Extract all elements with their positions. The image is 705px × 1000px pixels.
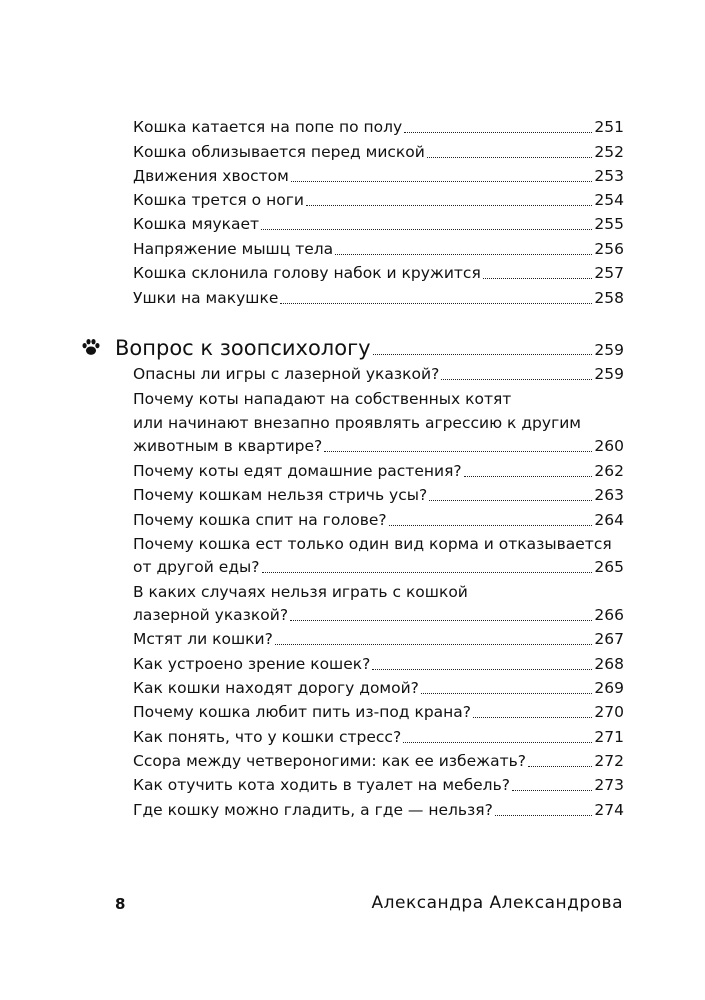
toc-section-heading[interactable] [115, 334, 624, 362]
dot-leader [528, 765, 592, 767]
toc-entry[interactable] [133, 362, 624, 386]
dot-leader [427, 156, 593, 158]
toc-entry-page: 255 [594, 215, 624, 233]
toc-entry[interactable] [133, 508, 624, 532]
toc-entry[interactable] [133, 188, 624, 212]
toc-entry[interactable] [133, 749, 624, 773]
dot-leader [473, 716, 592, 718]
dot-leader [324, 450, 592, 452]
toc-entry-title: Где кошку можно гладить, а где — нельзя? [133, 801, 493, 819]
toc-entry[interactable] [133, 434, 624, 458]
toc-entry-page: 270 [594, 703, 624, 721]
toc-entry-title: Кошка облизывается перед миской [133, 143, 425, 161]
dot-leader [429, 499, 592, 501]
toc-entry-title: Ссора между четвероногими: как ее избежать? [133, 752, 526, 770]
toc-entry-title: Почему кошка любит пить из-под крана? [133, 703, 472, 721]
toc-entry-title: Опасны ли игры с лазерной указкой? [133, 365, 440, 383]
toc-entry-page: 254 [594, 191, 624, 209]
toc-entry[interactable] [133, 725, 624, 749]
toc-entry-title: Напряжение мышц тела [133, 240, 334, 258]
toc-entry-page: 269 [594, 679, 624, 697]
toc-entry[interactable] [133, 700, 624, 724]
toc-entry-title: Кошка склонила голову набок и кружится [133, 264, 481, 282]
dot-leader [290, 619, 592, 621]
toc-entry-title: Движения хвостом [133, 167, 289, 185]
toc-entry[interactable] [133, 773, 624, 797]
dot-leader [335, 253, 592, 255]
section-page: 259 [594, 341, 624, 359]
toc-entry-title: от другой еды? [133, 558, 260, 576]
dot-leader [495, 814, 593, 816]
dot-leader [389, 524, 593, 526]
toc-entry[interactable] [133, 459, 624, 483]
page-number: 8 [115, 895, 126, 913]
toc-entry-page: 272 [594, 752, 624, 770]
toc-entry-title: Как кошки находят дорогу домой? [133, 679, 419, 697]
toc-entry-page: 253 [594, 167, 624, 185]
dot-leader [483, 277, 593, 279]
paw-icon [80, 336, 102, 358]
dot-leader [261, 228, 592, 230]
toc-entry-line[interactable]: В каких случаях нельзя играть с кошкой [133, 583, 468, 601]
toc-entry[interactable] [133, 164, 624, 188]
toc-entry[interactable] [133, 286, 624, 310]
toc-entry-title: Мстят ли кошки? [133, 630, 273, 648]
toc-entry-title: животным в квартире? [133, 437, 323, 455]
dot-leader [291, 180, 593, 182]
toc-entry-page: 273 [594, 776, 624, 794]
toc-entry-title: Почему коты едят домашние растения? [133, 462, 462, 480]
dot-leader [421, 692, 592, 694]
toc-entry-title: Почему кошка спит на голове? [133, 511, 387, 529]
toc-entry[interactable] [133, 115, 624, 139]
toc-entry-page: 264 [594, 511, 624, 529]
toc-entry[interactable] [133, 603, 624, 627]
toc-entry[interactable] [133, 212, 624, 236]
dot-leader [373, 353, 593, 355]
toc-entry[interactable] [133, 237, 624, 261]
toc-entry-page: 252 [594, 143, 624, 161]
dot-leader [280, 302, 592, 304]
toc-entry-page: 271 [594, 728, 624, 746]
dot-leader [275, 643, 593, 645]
toc-entry-title: лазерной указкой? [133, 606, 289, 624]
dot-leader [306, 204, 592, 206]
toc-entry-page: 267 [594, 630, 624, 648]
section-title: Вопрос к зоопсихологу [115, 336, 371, 360]
toc-entry-line[interactable]: или начинают внезапно проявлять агрессию к другим [133, 414, 581, 432]
toc-entry-title: Как понять, что у кошки стресс? [133, 728, 402, 746]
toc-entry[interactable] [133, 798, 624, 822]
toc-entry[interactable] [133, 555, 624, 579]
toc-entry[interactable] [133, 483, 624, 507]
toc-entry-page: 265 [594, 558, 624, 576]
dot-leader [403, 741, 592, 743]
toc-entry-page: 263 [594, 486, 624, 504]
toc-entry-title: Почему кошкам нельзя стричь усы? [133, 486, 428, 504]
dot-leader [262, 571, 593, 573]
toc-entry-title: Как отучить кота ходить в туалет на мебель? [133, 776, 510, 794]
toc-entry-page: 251 [594, 118, 624, 136]
dot-leader [512, 789, 592, 791]
toc-entry-line[interactable]: Почему кошка ест только один вид корма и отказывается [133, 535, 612, 553]
toc-entry-page: 258 [594, 289, 624, 307]
dot-leader [464, 475, 593, 477]
toc-entry-page: 262 [594, 462, 624, 480]
toc-entry-page: 268 [594, 655, 624, 673]
toc-entry-title: Кошка мяукает [133, 215, 260, 233]
toc-entry-page: 266 [594, 606, 624, 624]
running-footer-author: Александра Александрова [371, 893, 623, 913]
toc-entry-page: 274 [594, 801, 624, 819]
toc-entry-line[interactable]: Почему коты нападают на собственных котят [133, 390, 512, 408]
dot-leader [404, 131, 592, 133]
toc-entry-page: 259 [594, 365, 624, 383]
toc-entry-page: 256 [594, 240, 624, 258]
toc-entry-page: 260 [594, 437, 624, 455]
toc-entry-title: Кошка катается на попе по полу [133, 118, 403, 136]
toc-entry[interactable] [133, 140, 624, 164]
toc-entry-title: Ушки на макушке [133, 289, 279, 307]
dot-leader [372, 668, 592, 670]
toc-entry[interactable] [133, 652, 624, 676]
toc-entry[interactable] [133, 627, 624, 651]
toc-entry[interactable] [133, 676, 624, 700]
toc-entry-title: Как устроено зрение кошек? [133, 655, 371, 673]
toc-entry-page: 257 [594, 264, 624, 282]
dot-leader [441, 378, 592, 380]
toc-entry[interactable] [133, 261, 624, 285]
toc-entry-title: Кошка трется о ноги [133, 191, 304, 209]
